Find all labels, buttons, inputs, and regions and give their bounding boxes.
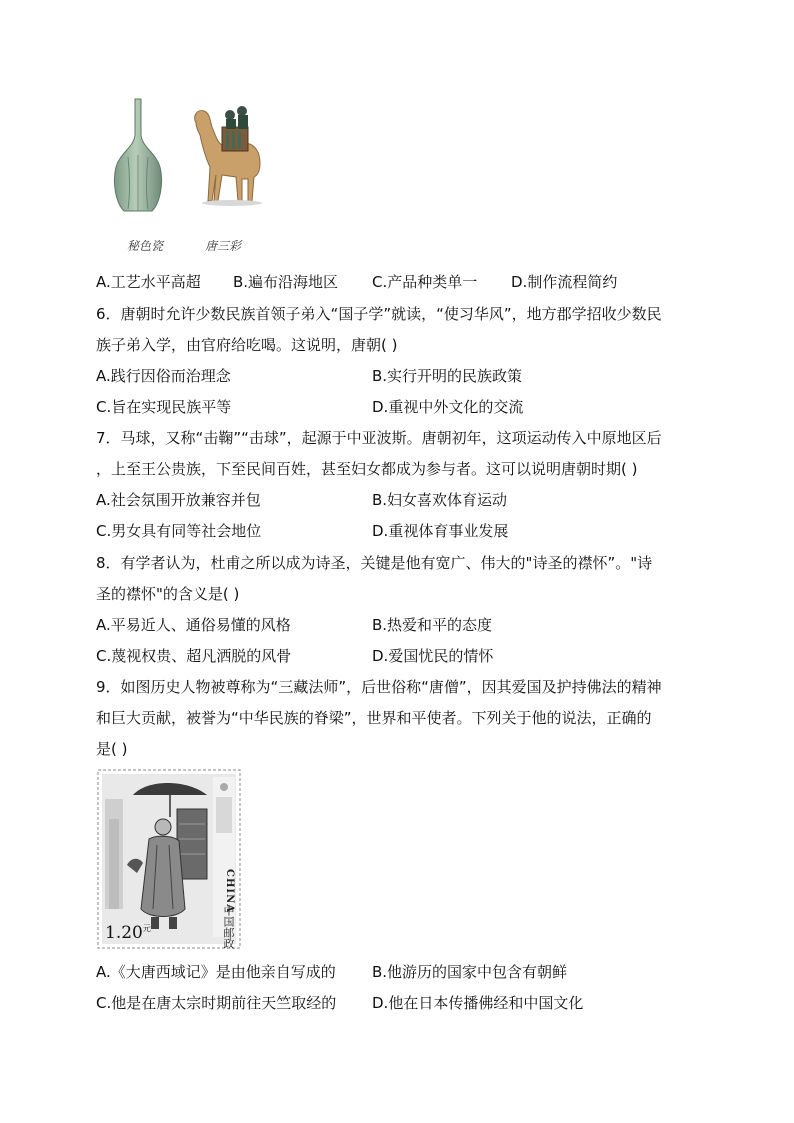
q9-option-a: A.《大唐西域记》是由他亲自写成的 <box>96 963 336 981</box>
q9-stem-line-2: 和巨大贡献，被誉为“中华民族的脊梁”，世界和平使者。下列关于他的说法，正确的 <box>96 709 652 727</box>
stamp-value: 1.20 <box>105 923 143 943</box>
q5-option-c: C.产品种类单一 <box>372 273 478 291</box>
q6-option-c: C.旨在实现民族平等 <box>96 398 232 416</box>
q8-option-c: C.蔑视权贵、超凡洒脱的风骨 <box>96 647 292 665</box>
q8-option-b: B.热爱和平的态度 <box>372 616 493 634</box>
q6-option-b: B.实行开明的民族政策 <box>372 367 523 385</box>
stamp-denomination <box>105 923 151 943</box>
q8-option-a: A.平易近人、通俗易懂的风格 <box>96 616 291 634</box>
q8-stem-line-1: 8．有学者认为，杜甫之所以成为诗圣，关键是他有宽广、伟大的"诗圣的襟怀”。"诗 <box>96 554 653 572</box>
q6-stem-line-1: 6．唐朝时允许少数民族首领子弟入“国子学”就读，“使习华风”，地方郡学招收少数民 <box>96 305 662 323</box>
stamp-postal: 中国邮政 <box>222 905 235 949</box>
q9-option-b: B.他游历的国家中包含有朝鲜 <box>372 963 568 981</box>
q9-option-d: D.他在日本传播佛经和中国文化 <box>372 994 584 1012</box>
q7-option-a: A.社会氛围开放兼容并包 <box>96 491 261 509</box>
q9-option-c: C.他是在唐太宗时期前往天竺取经的 <box>96 994 337 1012</box>
q9-stem-line-1: 9．如图历史人物被尊称为“三藏法师”，后世俗称“唐僧”，因其爱国及护持佛法的精神 <box>96 678 662 696</box>
q7-stem-line-2: ，上至王公贵族，下至民间百姓，甚至妇女都成为参与者。这可以说明唐朝时期( ) <box>96 460 638 478</box>
q6-option-d: D.重视中外文化的交流 <box>372 398 524 416</box>
q5-option-b: B.遍布沿海地区 <box>233 273 339 291</box>
q8-stem-line-2: 圣的襟怀"的含义是( ) <box>96 585 240 603</box>
q5-option-a: A.工艺水平高超 <box>96 273 201 291</box>
q8-option-d: D.爱国忧民的情怀 <box>372 647 494 665</box>
figure-celadon-and-sancai <box>108 95 278 220</box>
q9-stem-line-3: 是( ) <box>96 740 128 758</box>
q7-stem-line-1: 7．马球，又称“击鞠”“击球”，起源于中亚波斯。唐朝初年，这项运动传入中原地区后 <box>96 429 662 447</box>
q7-option-c: C.男女具有同等社会地位 <box>96 522 262 540</box>
stamp-country: CHINA <box>224 869 235 913</box>
q6-stem-line-2: 族子弟入学，由官府给吃喝。这说明，唐朝( ) <box>96 336 398 354</box>
q6-option-a: A.践行因俗而治理念 <box>96 367 231 385</box>
stamp-unit: 元 <box>142 924 151 933</box>
q5-option-d: D.制作流程简约 <box>511 273 618 291</box>
caption-celadon: 秘色瓷 <box>127 239 164 253</box>
xuanzang-stamp <box>97 769 241 949</box>
celadon-vase-image <box>108 95 168 217</box>
caption-sancai: 唐三彩 <box>205 239 242 253</box>
q7-option-b: B.妇女喜欢体育运动 <box>372 491 508 509</box>
q7-option-d: D.重视体育事业发展 <box>372 522 509 540</box>
sancai-camel-image <box>188 97 268 212</box>
